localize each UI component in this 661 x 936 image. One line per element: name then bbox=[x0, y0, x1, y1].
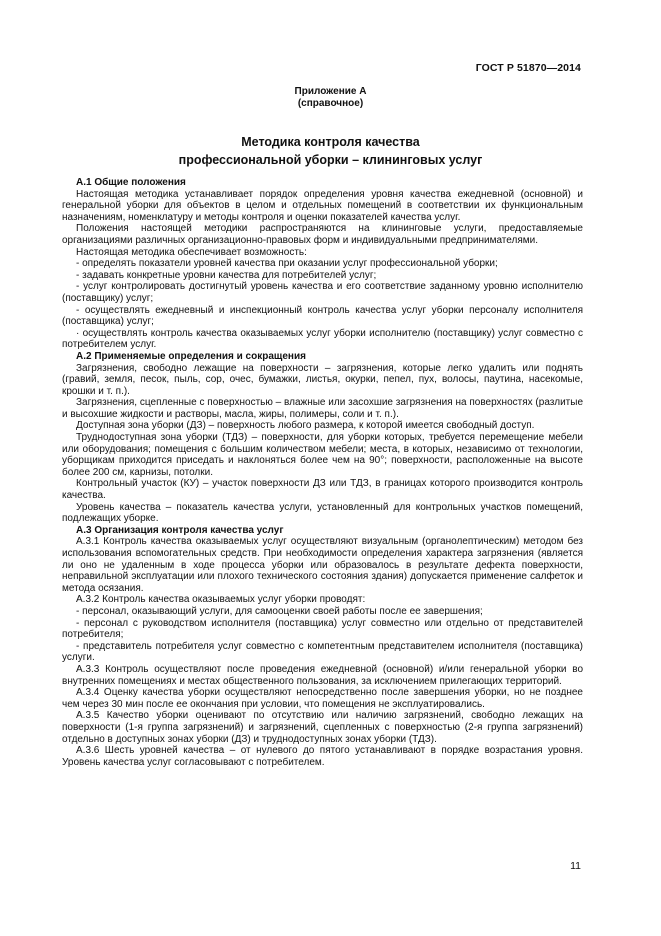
appendix-note: (справочное) bbox=[297, 98, 364, 109]
paragraph: - задавать конкретные уровни качества для потребителей услуг; bbox=[76, 269, 377, 281]
paragraph: А.3.5 Качество уборки оценивают по отсутствию или наличию загрязнений, свободно лежащих на поверхности (1-я группа загрязнений) и загрязнений, сцепленных с поверхностью (2-я группа загрязнений) отдельно в доступных зонах уборки (ДЗ) и труднодоступных зонах уборки (ТДЗ). bbox=[62, 710, 583, 745]
standard-number: ГОСТ Р 51870—2014 bbox=[475, 62, 581, 74]
appendix-label: Приложение А bbox=[294, 86, 367, 97]
paragraph: А.3.6 Шесть уровней качества – от нулевого до пятого устанавливают в порядке возрастания уровня. Уровень качества услуг согласовывают с потребителем. bbox=[62, 745, 583, 768]
paragraph: Настоящая методика обеспечивает возможность: bbox=[76, 246, 307, 258]
paragraph: - представитель потребителя услуг совместно с компетентным представителем исполнителя (поставщика) услуги. bbox=[62, 640, 583, 664]
paragraph: - персонал, оказывающий услуги, для самооценки своей работы после ее завершения; bbox=[76, 605, 483, 617]
section-heading: А.2 Применяемые определения и сокращения bbox=[76, 350, 306, 362]
appendix-heading bbox=[0, 86, 661, 110]
page-number: 11 bbox=[570, 860, 581, 872]
paragraph: А.3.3 Контроль осуществляют после проведения ежедневной (основной) и/или генеральной уборки во внутренних помещениях и местах общественного пользования, за исключением прилегающих территорий. bbox=[62, 663, 583, 687]
paragraph: Доступная зона уборки (ДЗ) – поверхность любого размера, к которой имеется свободный доступ. bbox=[76, 420, 535, 432]
paragraph: - персонал с руководством исполнителя (поставщика) услуг совместно или отдельно от представителей потребителя; bbox=[62, 617, 583, 641]
section-heading: А.1 Общие положения bbox=[76, 177, 186, 188]
paragraph: Загрязнения, сцепленные с поверхностью – влажные или засохшие загрязнения на поверхностях (разлитые и высохшие жидкости и растворы, масла, жиры, полимеры, соли и т. п.). bbox=[62, 397, 583, 420]
paragraph: Труднодоступная зона уборки (ТДЗ) – поверхности, для уборки которых, требуется перемещение мебели или оборудования; помещения с большим количеством мебели; места, в которых, независимо от технологии, уборщикам приходится приседать и наклоняться более чем на 90°; поверхности, расположенные на высоте более 200 см, карнизы, потолки. bbox=[62, 432, 583, 478]
body-text bbox=[62, 177, 583, 768]
paragraph: А.3.2 Контроль качества оказываемых услуг уборки проводят: bbox=[76, 594, 366, 606]
paragraph: А.3.1 Контроль качества оказываемых услуг осуществляют визуальным (органолептическим) методом без использования вспомогательных средств. При необходимости определения характера загрязнения (является ли оно не удаленным в ходе процесса уборки или образовалось в результате дефекта поверхности, неправильной эксплуатации или плохого технического состояния здания) допускается применение салфеток и метода осязания. bbox=[62, 536, 583, 594]
paragraph: Уровень качества – показатель качества услуги, установленный для контрольных участков помещений, подлежащих уборке. bbox=[62, 501, 583, 525]
paragraph: Настоящая методика устанавливает порядок определения уровня качества ежедневной (основной) и генеральной уборки для объектов в целом и отдельных помещений в соответствии их функциональным назначениям, номенклатуру и методы контроля и оценки показателей качества услуг. bbox=[62, 188, 583, 223]
paragraph: - определять показатели уровней качества при оказании услуг профессиональной уборки; bbox=[76, 258, 498, 270]
paragraph: А.3.4 Оценку качества уборки осуществляют непосредственно после завершения уборки, но не позднее чем через 30 мин после ее окончания при условии, что помещения не эксплуатировались. bbox=[62, 687, 583, 710]
paragraph: Положения настоящей методики распространяются на клининговые услуги, предоставляемые организациями различных организационно-правовых форм и индивидуальными предпринимателями. bbox=[62, 223, 583, 246]
paragraph: · осуществлять контроль качества оказываемых услуг уборки исполнителю (поставщику) услуг совместно с потребителем услуг. bbox=[62, 327, 583, 351]
title-line-2: профессиональной уборки – клининговых услуг bbox=[178, 153, 483, 167]
title-line-1: Методика контроля качества bbox=[241, 135, 420, 149]
paragraph: - осуществлять ежедневный и инспекционный контроль качества услуг уборки персоналу исполнителя (поставщика) услуг; bbox=[62, 304, 583, 328]
paragraph: Загрязнения, свободно лежащие на поверхности – загрязнения, которые легко удалить или поднять (гравий, земля, песок, пыль, сор, очес, бумажки, листья, окурки, пепел, пух, волосы, паутина, насекомые, крошки и т. п.). bbox=[62, 362, 583, 397]
paragraph: - услуг контролировать достигнутый уровень качества и его соответствие заданному уровню исполнителю (поставщику) услуг; bbox=[62, 281, 583, 304]
document-title bbox=[0, 133, 661, 169]
paragraph: Контрольный участок (КУ) – участок поверхности ДЗ или ТДЗ, в границах которого производится контроль качества. bbox=[62, 478, 583, 502]
section-heading: А.3 Организация контроля качества услуг bbox=[76, 524, 284, 536]
